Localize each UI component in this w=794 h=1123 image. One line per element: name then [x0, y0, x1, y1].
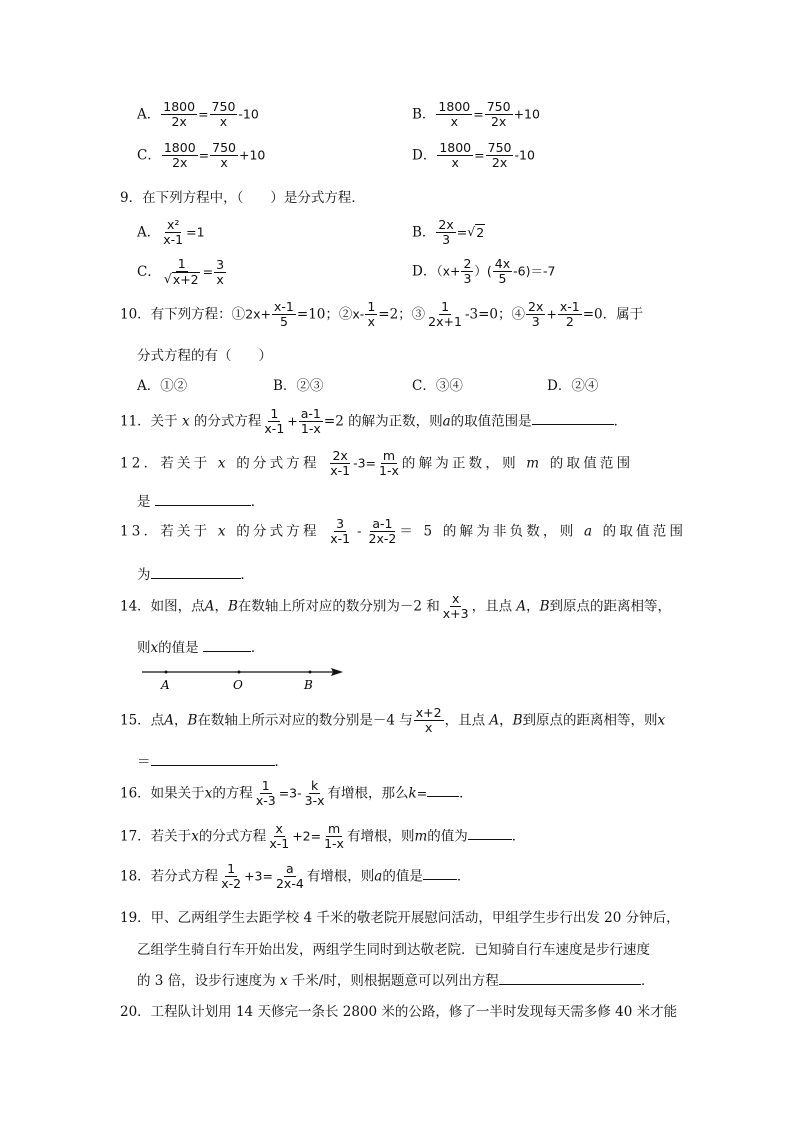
- q8-option-a: A． $\frac{1800}{2x}$ = $\frac{750}{x}$ -10: [137, 99, 259, 130]
- q13-line2: 为 ．: [137, 563, 254, 583]
- label-o: O: [233, 678, 243, 692]
- q10-option-d: D．②④: [547, 378, 599, 394]
- q12: 12．若关于 x 的分式方程 $\frac{2x}{x-1}$ -3= $\frac{m}{1-x}$ 的解为正数，则 m 的取值范围: [120, 448, 634, 479]
- q8-option-b: B． $\frac{1800}{x}$ = $\frac{750}{2x}$ +10: [412, 99, 540, 130]
- q12-line2: 是 ．: [137, 490, 264, 510]
- answer-blank[interactable]: [427, 782, 459, 797]
- q10-option-b: B．②③: [273, 378, 324, 394]
- q19-line1: 19．甲、乙两组学生去距学校 4 千米的敬老院开展慰问活动，甲组学生步行出发 20 分钟后，: [120, 910, 680, 926]
- point-o: [238, 671, 241, 674]
- answer-blank[interactable]: [532, 410, 614, 425]
- answer-blank[interactable]: [499, 970, 641, 985]
- q16: 16．如果关于x的方程 $\frac{1}{x-3}$ =3- $\frac{k}{3-x}$ 有增根，那么k= ．: [120, 778, 473, 809]
- answer-blank[interactable]: [155, 491, 251, 506]
- answer-blank[interactable]: [151, 564, 241, 579]
- q9-option-d: D．（x+ $\frac{2}{3}$ ）( $\frac{4x}{5}$ -6)＝-7: [412, 256, 556, 287]
- q10-option-c: C．③④: [412, 378, 463, 394]
- q8-option-d: D． $\frac{1800}{x}$ = $\frac{750}{2x}$ -10: [412, 140, 535, 171]
- q14-line2: 则x的值是 ．: [137, 636, 264, 656]
- sqrt-symbol: √ 2: [467, 224, 485, 241]
- q9-option-b: B． $\frac{2x}{3}$ =√ 2: [412, 217, 485, 248]
- q10-line2: 分式方程的有（ ）: [137, 348, 272, 364]
- q20-line1: 20．工程队计划用 14 天修完一条长 2800 米的公路，修了一半时发现每天需多修 40 米才能: [120, 1004, 678, 1020]
- label-b: B: [304, 678, 313, 692]
- q19-line2: 乙组学生骑自行车开始出发，两组学生同时到达敬老院．已知骑自行车速度是步行速度: [137, 942, 650, 958]
- q19-line3: 的 3 倍，设步行速度为 x 千米/时，则根据题意可以列出方程 ．: [137, 969, 654, 989]
- q11: 11．关于 x 的分式方程 $\frac{1}{x-1}$ + $\frac{a-1}{1-x}$ =2 的解为正数，则a的取值范围是 ．: [120, 406, 628, 437]
- answer-blank[interactable]: [203, 637, 251, 652]
- q15-line2: ＝ ．: [137, 750, 288, 770]
- q10-stem: 10．有下列方程：①2x+ $\frac{x-1}{5}$ =10；②x- $\frac{1}{x}$ =2；③ $\frac{1}{2x+1}$ -3=0；④ $\frac{2x}{3}$ + $\frac{x-1}{2}$ =0．属于: [120, 299, 644, 330]
- point-a: [165, 671, 168, 674]
- answer-blank[interactable]: [151, 751, 275, 766]
- q9-option-a: A． $\frac{\text{x²}}{x-1}$ =1: [137, 217, 205, 248]
- q8-option-c: C． $\frac{1800}{2x}$ = $\frac{750}{x}$ +10: [137, 140, 266, 171]
- answer-blank[interactable]: [468, 825, 512, 840]
- answer-blank[interactable]: [423, 865, 457, 880]
- label-a: A: [161, 678, 170, 692]
- q18: 18．若分式方程 $\frac{1}{x-2}$ +3= $\frac{a}{2x-4}$ 有增根，则a的值是 ．: [120, 861, 471, 892]
- q9-stem: 9．在下列方程中，（ ）是分式方程．: [120, 190, 365, 206]
- number-line: [138, 660, 353, 692]
- point-b: [309, 671, 312, 674]
- q14: 14．如图，点A，B在数轴上所对应的数分别为－2 和 $\frac{x}{x+3}$ ，且点 A，B到原点的距离相等，: [120, 591, 672, 622]
- q15: 15．点A，B在数轴上所示对应的数分别是－4 与 $\frac{x+2}{x}$ ，且点 A，B到原点的距离相等，则x: [120, 705, 666, 736]
- sqrt-symbol: √ x+2: [163, 271, 199, 288]
- q9-option-c: C． 1 √ x+2 = $\frac{3}{x}$: [137, 256, 225, 288]
- q17: 17．若关于x的分式方程 $\frac{x}{x-1}$ +2= $\frac{m}{1-x}$ 有增根，则m的值为 ．: [120, 821, 526, 852]
- q13: 13．若关于 x 的分式方程 $\frac{3}{x-1}$ - $\frac{a-1}{2x-2}$ ＝ 5 的解为非负数，则 a 的取值范围: [120, 516, 687, 547]
- q10-option-a: A．①②: [137, 378, 188, 394]
